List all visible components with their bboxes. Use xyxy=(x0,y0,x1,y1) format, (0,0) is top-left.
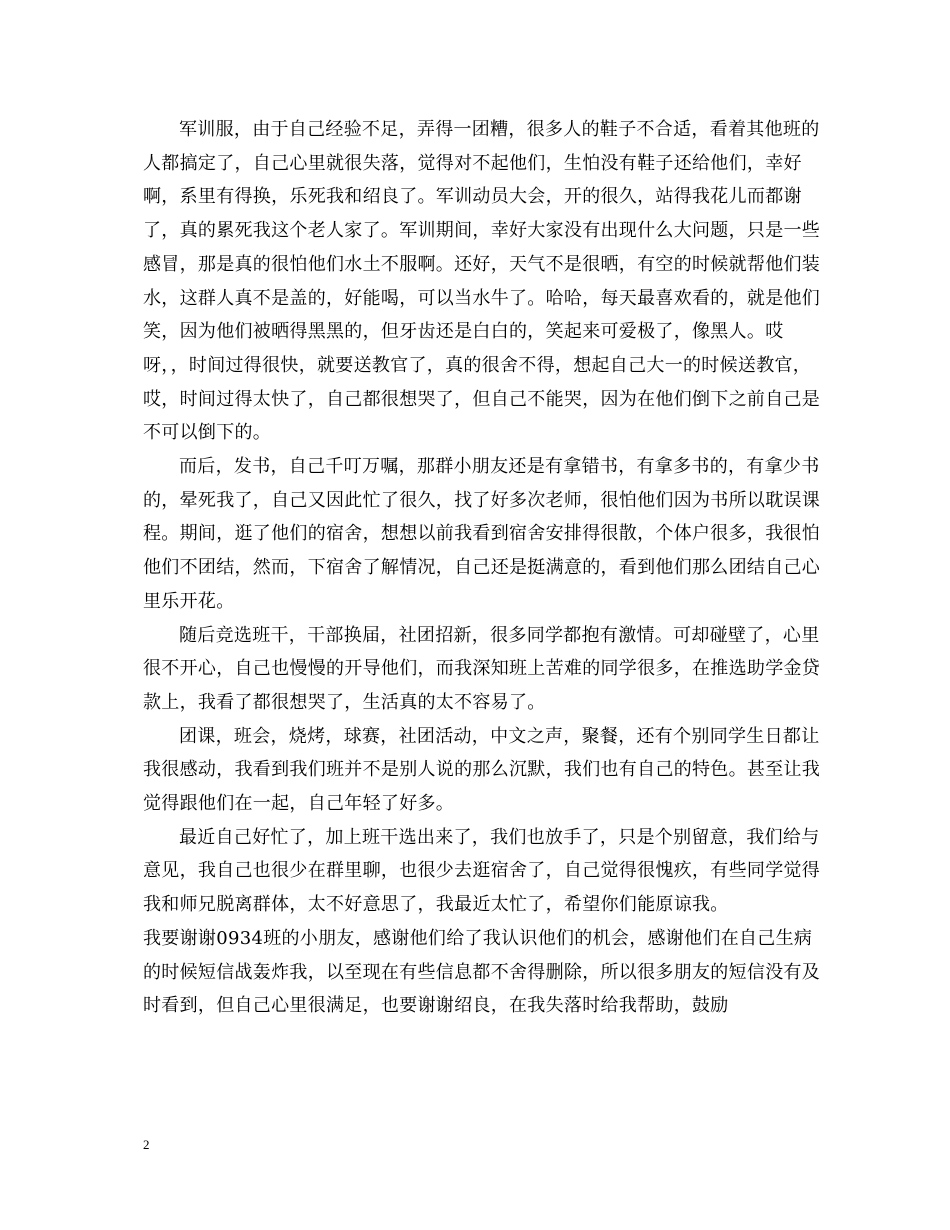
paragraph-book-distribution: 而后，发书，自己千叮万嘱，那群小朋友还是有拿错书，有拿多书的，有拿少书的，晕死我了，自己又因此忙了很久，找了好多次老师，很怕他们因为书所以耽误课程。期间，逛了他们的宿舍，想想以前我看到宿舍安排得很散，个体户很多，我很怕他们不团结，然而，下宿舍了解情况，自己还是挺满意的，看到他们那么团结自己心里乐开花。 xyxy=(143,456,821,612)
paragraph-recent-busy: 最近自己好忙了，加上班干选出来了，我们也放手了，只是个别留意，我们给与意见，我自己也很少在群里聊，也很少去逛宿舍了，自己觉得很愧疚，有些同学觉得我和师兄脱离群体，太不好意思了，我最近太忙了，希望你们能原谅我。 xyxy=(143,826,821,916)
paragraph-class-activities: 团课，班会，烧烤，球赛，社团活动，中文之声，聚餐，还有个别同学生日都让我很感动，我看到我们班并不是别人说的那么沉默，我们也有自己的特色。甚至让我觉得跟他们在一起，自己年轻了好多。 xyxy=(143,725,821,815)
document-body xyxy=(143,113,823,1023)
paragraph-thanks: 我要谢谢0934班的小朋友，感谢他们给了我认识他们的机会，感谢他们在自己生病的时候短信战轰炸我，以至现在有些信息都不舍得删除，所以很多朋友的短信没有及时看到，但自己心里很满足，也要谢谢绍良，在我失落时给我帮助，鼓励 xyxy=(143,927,821,1017)
page-number: 2 xyxy=(143,1137,150,1152)
paragraph-military-training: 军训服，由于自己经验不足，弄得一团糟，很多人的鞋子不合适，看着其他班的人都搞定了，自己心里就很失落，觉得对不起他们，生怕没有鞋子还给他们，幸好啊，系里有得换，乐死我和绍良了。军训动员大会，开的很久，站得我花儿而都谢了，真的累死我这个老人家了。军训期间，幸好大家没有出现什么大问题，只是一些感冒，那是真的很怕他们水土不服啊。还好，天气不是很晒，有空的时候就帮他们装水，这群人真不是盖的，好能喝，可以当水牛了。哈哈，每天最喜欢看的，就是他们笑，因为他们被晒得黑黑的，但牙齿还是白白的，笑起来可爱极了，像黑人。哎呀，，时间过得很快，就要送教官了，真的很舍不得，想起自己大一的时候送教官，哎，时间过得太快了，自己都很想哭了，但自己不能哭，因为在他们倒下之前自己是不可以倒下的。 xyxy=(143,119,821,444)
paragraph-class-election: 随后竞选班干，干部换届，社团招新，很多同学都抱有激情。可却碰壁了，心里很不开心，自己也慢慢的开导他们，而我深知班上苦难的同学很多，在推选助学金贷款上，我看了都很想哭了，生活真的太不容易了。 xyxy=(143,624,821,713)
